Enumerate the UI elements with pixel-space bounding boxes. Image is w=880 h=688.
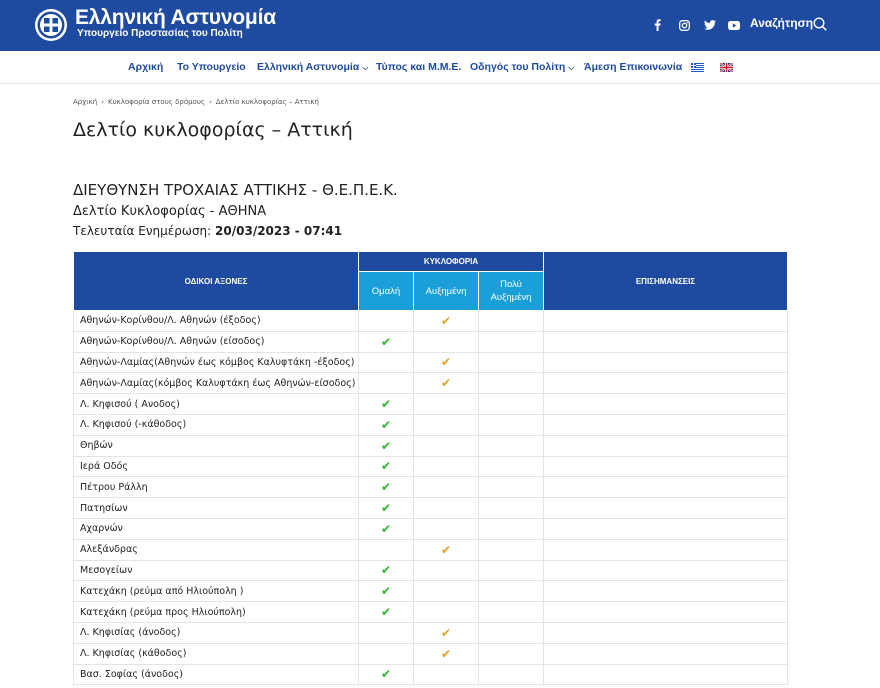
traffic-cell-increased: [414, 456, 479, 477]
checkmark-icon: ✔: [380, 438, 392, 453]
column-header-notes: ΕΠΙΣΗΜΑΝΣΕΙΣ: [544, 252, 788, 311]
checkmark-icon: ✔: [380, 584, 392, 599]
traffic-cell-very: [479, 539, 544, 560]
breadcrumb-current: Δελτίο κυκλοφορίας – Αττική: [215, 98, 319, 106]
traffic-cell-very: [479, 643, 544, 664]
traffic-cell-normal: [359, 456, 414, 477]
traffic-cell-very: [479, 414, 544, 435]
table-row: [74, 602, 788, 623]
notes-cell: [544, 643, 788, 664]
column-header-very-increased: Πολύ Αυξημένη: [479, 272, 544, 311]
traffic-table: [73, 251, 788, 685]
traffic-cell-normal: [359, 414, 414, 435]
checkmark-icon: ✔: [380, 334, 392, 349]
traffic-cell-normal: [359, 477, 414, 498]
road-name: Μεσογείων: [74, 560, 359, 581]
notes-cell: [544, 477, 788, 498]
checkmark-icon: ✔: [440, 542, 452, 557]
checkmark-icon: ✔: [380, 397, 392, 412]
traffic-table-body: [74, 311, 788, 685]
breadcrumb-separator-icon: ›: [209, 98, 212, 106]
table-row: [74, 643, 788, 664]
traffic-cell-normal: [359, 560, 414, 581]
notes-cell: [544, 622, 788, 643]
checkmark-icon: ✔: [380, 459, 392, 474]
nav-item-contact[interactable]: Άμεση Επικοινωνία: [584, 61, 683, 73]
search-label[interactable]: Αναζήτηση: [750, 16, 814, 30]
nav-item-hellenic-police[interactable]: Ελληνική Αστυνομία ⌵: [257, 61, 369, 73]
traffic-cell-very: [479, 602, 544, 623]
column-header-normal: Ομαλή: [359, 272, 414, 311]
traffic-cell-normal: [359, 352, 414, 373]
column-header-traffic: ΚΥΚΛΟΦΟΡΙΑ: [359, 252, 544, 272]
column-header-roads: ΟΔΙΚΟΙ ΑΞΟΝΕΣ: [74, 252, 359, 311]
brand-subtitle: Υπουργείο Προστασίας του Πολίτη: [77, 28, 243, 39]
traffic-cell-normal: [359, 435, 414, 456]
road-name: Αχαρνών: [74, 518, 359, 539]
road-name: Κατεχάκη (ρεύμα από Ηλιούπολη ): [74, 581, 359, 602]
traffic-cell-very: [479, 477, 544, 498]
column-header-increased: Αυξημένη: [414, 272, 479, 311]
road-name: Αλεξάνδρας: [74, 539, 359, 560]
traffic-cell-normal: [359, 331, 414, 352]
traffic-cell-very: [479, 560, 544, 581]
uk-flag-icon[interactable]: [720, 63, 733, 72]
traffic-cell-very: [479, 622, 544, 643]
table-row: [74, 456, 788, 477]
table-row: [74, 373, 788, 394]
traffic-cell-very: [479, 394, 544, 415]
road-name: Λ. Κηφισού ( Ανοδος): [74, 394, 359, 415]
traffic-cell-increased: [414, 311, 479, 332]
traffic-cell-normal: [359, 498, 414, 519]
traffic-cell-increased: [414, 539, 479, 560]
table-row: [74, 435, 788, 456]
checkmark-icon: ✔: [380, 521, 392, 536]
traffic-cell-very: [479, 373, 544, 394]
traffic-cell-very: [479, 498, 544, 519]
notes-cell: [544, 373, 788, 394]
traffic-cell-increased: [414, 643, 479, 664]
police-emblem-logo[interactable]: [34, 5, 68, 45]
brand-title[interactable]: Ελληνική Αστυνομία: [75, 6, 276, 29]
chevron-down-icon: ⌵: [362, 63, 369, 72]
notes-cell: [544, 435, 788, 456]
last-updated: [73, 224, 342, 238]
checkmark-icon: ✔: [440, 625, 452, 640]
instagram-icon[interactable]: [677, 17, 691, 33]
table-row: [74, 394, 788, 415]
road-name: Πατησίων: [74, 498, 359, 519]
traffic-cell-increased: [414, 394, 479, 415]
checkmark-icon: ✔: [440, 313, 452, 328]
checkmark-icon: ✔: [440, 646, 452, 661]
nav-item-citizen-guide[interactable]: Οδηγός του Πολίτη ⌵: [470, 61, 575, 73]
traffic-cell-very: [479, 435, 544, 456]
site-header: [0, 0, 880, 51]
last-updated-value: 20/03/2023 - 07:41: [215, 224, 343, 238]
greek-flag-icon[interactable]: [691, 63, 704, 72]
table-row: [74, 477, 788, 498]
nav-item-home[interactable]: Αρχική: [128, 61, 164, 73]
traffic-cell-increased: [414, 518, 479, 539]
table-row: [74, 664, 788, 685]
traffic-cell-normal: [359, 622, 414, 643]
notes-cell: [544, 456, 788, 477]
table-row: [74, 414, 788, 435]
table-row: [74, 498, 788, 519]
road-name: Βασ. Σοφίας (άνοδος): [74, 664, 359, 685]
nav-item-ministry[interactable]: Το Υπουργείο: [177, 61, 246, 73]
notes-cell: [544, 518, 788, 539]
traffic-cell-very: [479, 456, 544, 477]
traffic-cell-normal: [359, 581, 414, 602]
table-row: [74, 311, 788, 332]
traffic-cell-normal: [359, 373, 414, 394]
traffic-cell-normal: [359, 518, 414, 539]
notes-cell: [544, 664, 788, 685]
traffic-cell-normal: [359, 643, 414, 664]
traffic-cell-very: [479, 581, 544, 602]
traffic-cell-normal: [359, 602, 414, 623]
notes-cell: [544, 394, 788, 415]
table-row: [74, 539, 788, 560]
traffic-cell-normal: [359, 539, 414, 560]
checkmark-icon: ✔: [380, 605, 392, 620]
page-title: Δελτίο κυκλοφορίας – Αττική: [73, 119, 353, 141]
traffic-cell-increased: [414, 352, 479, 373]
checkmark-icon: ✔: [380, 563, 392, 578]
road-name: Λ. Κηφισού (-κάθοδος): [74, 414, 359, 435]
checkmark-icon: ✔: [380, 480, 392, 495]
road-name: Αθηνών-Λαμίας(Αθηνών έως κόμβος Καλυφτάκη -έξοδος): [74, 352, 359, 373]
table-row: [74, 518, 788, 539]
checkmark-icon: ✔: [380, 501, 392, 516]
traffic-cell-very: [479, 518, 544, 539]
checkmark-icon: ✔: [380, 667, 392, 682]
notes-cell: [544, 311, 788, 332]
chevron-down-icon: ⌵: [568, 63, 575, 72]
department-heading: ΔΙΕΥΘΥΝΣΗ ΤΡΟΧΑΙΑΣ ΑΤΤΙΚΗΣ - Θ.Ε.Π.Ε.Κ.: [73, 181, 398, 199]
notes-cell: [544, 498, 788, 519]
breadcrumb-category[interactable]: Κυκλοφορία στους δρόμους: [108, 98, 205, 106]
table-row: [74, 560, 788, 581]
checkmark-icon: ✔: [440, 355, 452, 370]
traffic-cell-increased: [414, 414, 479, 435]
traffic-cell-increased: [414, 498, 479, 519]
notes-cell: [544, 581, 788, 602]
breadcrumb: [73, 98, 319, 106]
breadcrumb-separator-icon: ›: [101, 98, 105, 106]
road-name: Λ. Κηφισίας (άνοδος): [74, 622, 359, 643]
table-row: [74, 581, 788, 602]
traffic-cell-increased: [414, 477, 479, 498]
table-row: [74, 622, 788, 643]
traffic-cell-increased: [414, 664, 479, 685]
road-name: Κατεχάκη (ρεύμα προς Ηλιούπολη): [74, 602, 359, 623]
nav-item-press[interactable]: Τύπος και Μ.Μ.Ε.: [376, 61, 462, 73]
twitter-icon[interactable]: [703, 17, 717, 33]
table-row: [74, 352, 788, 373]
road-name: Ιερά Οδός: [74, 456, 359, 477]
road-name: Θηβών: [74, 435, 359, 456]
traffic-cell-very: [479, 311, 544, 332]
road-name: Λ. Κηφισίας (κάθοδος): [74, 643, 359, 664]
traffic-cell-normal: [359, 394, 414, 415]
traffic-cell-increased: [414, 581, 479, 602]
traffic-cell-increased: [414, 560, 479, 581]
checkmark-icon: ✔: [440, 376, 452, 391]
notes-cell: [544, 331, 788, 352]
youtube-icon[interactable]: [727, 17, 741, 33]
main-nav: [0, 51, 880, 84]
traffic-cell-very: [479, 331, 544, 352]
traffic-cell-normal: [359, 664, 414, 685]
facebook-icon[interactable]: [651, 17, 663, 33]
traffic-cell-increased: [414, 435, 479, 456]
bulletin-subtitle: Δελτίο Κυκλοφορίας - ΑΘΗΝΑ: [73, 204, 267, 219]
notes-cell: [544, 414, 788, 435]
table-row: [74, 331, 788, 352]
road-name: Αθηνών-Λαμίας(κόμβος Καλυφτάκη έως Αθηνών-είσοδος): [74, 373, 359, 394]
notes-cell: [544, 602, 788, 623]
last-updated-label: Τελευταία Ενημέρωση:: [73, 224, 212, 238]
traffic-cell-increased: [414, 602, 479, 623]
traffic-cell-increased: [414, 373, 479, 394]
traffic-cell-increased: [414, 331, 479, 352]
notes-cell: [544, 539, 788, 560]
road-name: Πέτρου Ράλλη: [74, 477, 359, 498]
traffic-cell-very: [479, 664, 544, 685]
traffic-cell-normal: [359, 311, 414, 332]
notes-cell: [544, 352, 788, 373]
checkmark-icon: ✔: [380, 417, 392, 432]
road-name: Αθηνών-Κορίνθου/Λ. Αθηνών (είσοδος): [74, 331, 359, 352]
traffic-cell-very: [479, 352, 544, 373]
notes-cell: [544, 560, 788, 581]
road-name: Αθηνών-Κορίνθου/Λ. Αθηνών (έξοδος): [74, 311, 359, 332]
search-icon[interactable]: [812, 16, 828, 32]
breadcrumb-home[interactable]: Αρχική: [73, 98, 98, 106]
traffic-cell-increased: [414, 622, 479, 643]
